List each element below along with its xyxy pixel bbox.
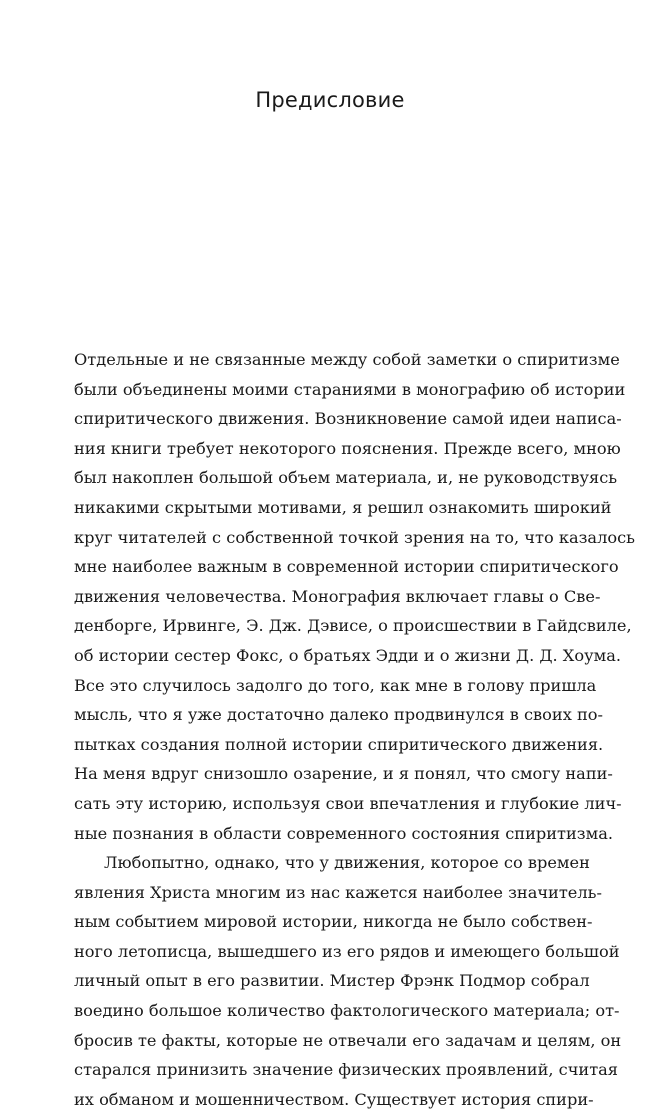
text-line: денборге, Ирвинге, Э. Дж. Дэвисе, о происшествии в Гайдсвиле,	[74, 616, 632, 636]
text-line: спиритического движения. Возникновение самой идеи написа-	[74, 409, 622, 429]
text-line: никакими скрытыми мотивами, я решил ознакомить широкий	[74, 497, 612, 517]
text-line: На меня вдруг снизошло озарение, и я понял, что смогу напи-	[74, 764, 613, 784]
text-line: движения человечества. Монография включает главы о Све-	[74, 586, 601, 606]
text-line: были объединены моими стараниями в монографию об истории	[74, 379, 626, 399]
text-line: сать эту историю, используя свои впечатления и глубокие лич-	[74, 793, 622, 813]
paragraph-last-line: ные познания в области современного состояния спиритизма.	[74, 823, 613, 843]
text-line: Отдельные и не связанные между собой заметки о спиритизме	[74, 350, 620, 369]
text-line: пытках создания полной истории спиритического движения.	[74, 734, 604, 754]
preface-body	[74, 345, 635, 1114]
text-line: мысль, что я уже достаточно далеко продвинулся в своих по-	[74, 705, 603, 725]
paragraph-first-line: Любопытно, однако, что у движения, которое со времен	[104, 853, 590, 873]
text-line: воедино большое количество фактологического материала; от-	[74, 1001, 620, 1021]
text-line: круг читателей с собственной точкой зрения на то, что казалось	[74, 527, 635, 547]
text-line: был накоплен большой объем материала, и, не руководствуясь	[74, 468, 618, 488]
text-line: явления Христа многим из нас кажется наиболее значитель-	[74, 882, 602, 902]
text-line: личный опыт в его развитии. Мистер Фрэнк Подмор собрал	[74, 971, 590, 991]
text-line: старался принизить значение физических проявлений, считая	[74, 1060, 619, 1080]
text-line: об истории сестер Фокс, о братьях Эдди и о жизни Д. Д. Хоума.	[74, 645, 621, 665]
page-title: Предисловие	[255, 88, 405, 112]
text-line: бросив те факты, которые не отвечали его задачам и целям, он	[74, 1030, 622, 1050]
text-line: мне наиболее важным в современной истории спиритического	[74, 557, 619, 577]
text-line: их обманом и мошенничеством. Существует история спири-	[74, 1089, 594, 1109]
text-line: Все это случилось задолго до того, как мне в голову пришла	[74, 675, 597, 695]
text-line: ным событием мировой истории, никогда не было собствен-	[74, 912, 593, 932]
text-line: ного летописца, вышедшего из его рядов и имеющего большой	[74, 941, 620, 961]
text-line: ния книги требует некоторого пояснения. Прежде всего, мною	[74, 438, 621, 458]
